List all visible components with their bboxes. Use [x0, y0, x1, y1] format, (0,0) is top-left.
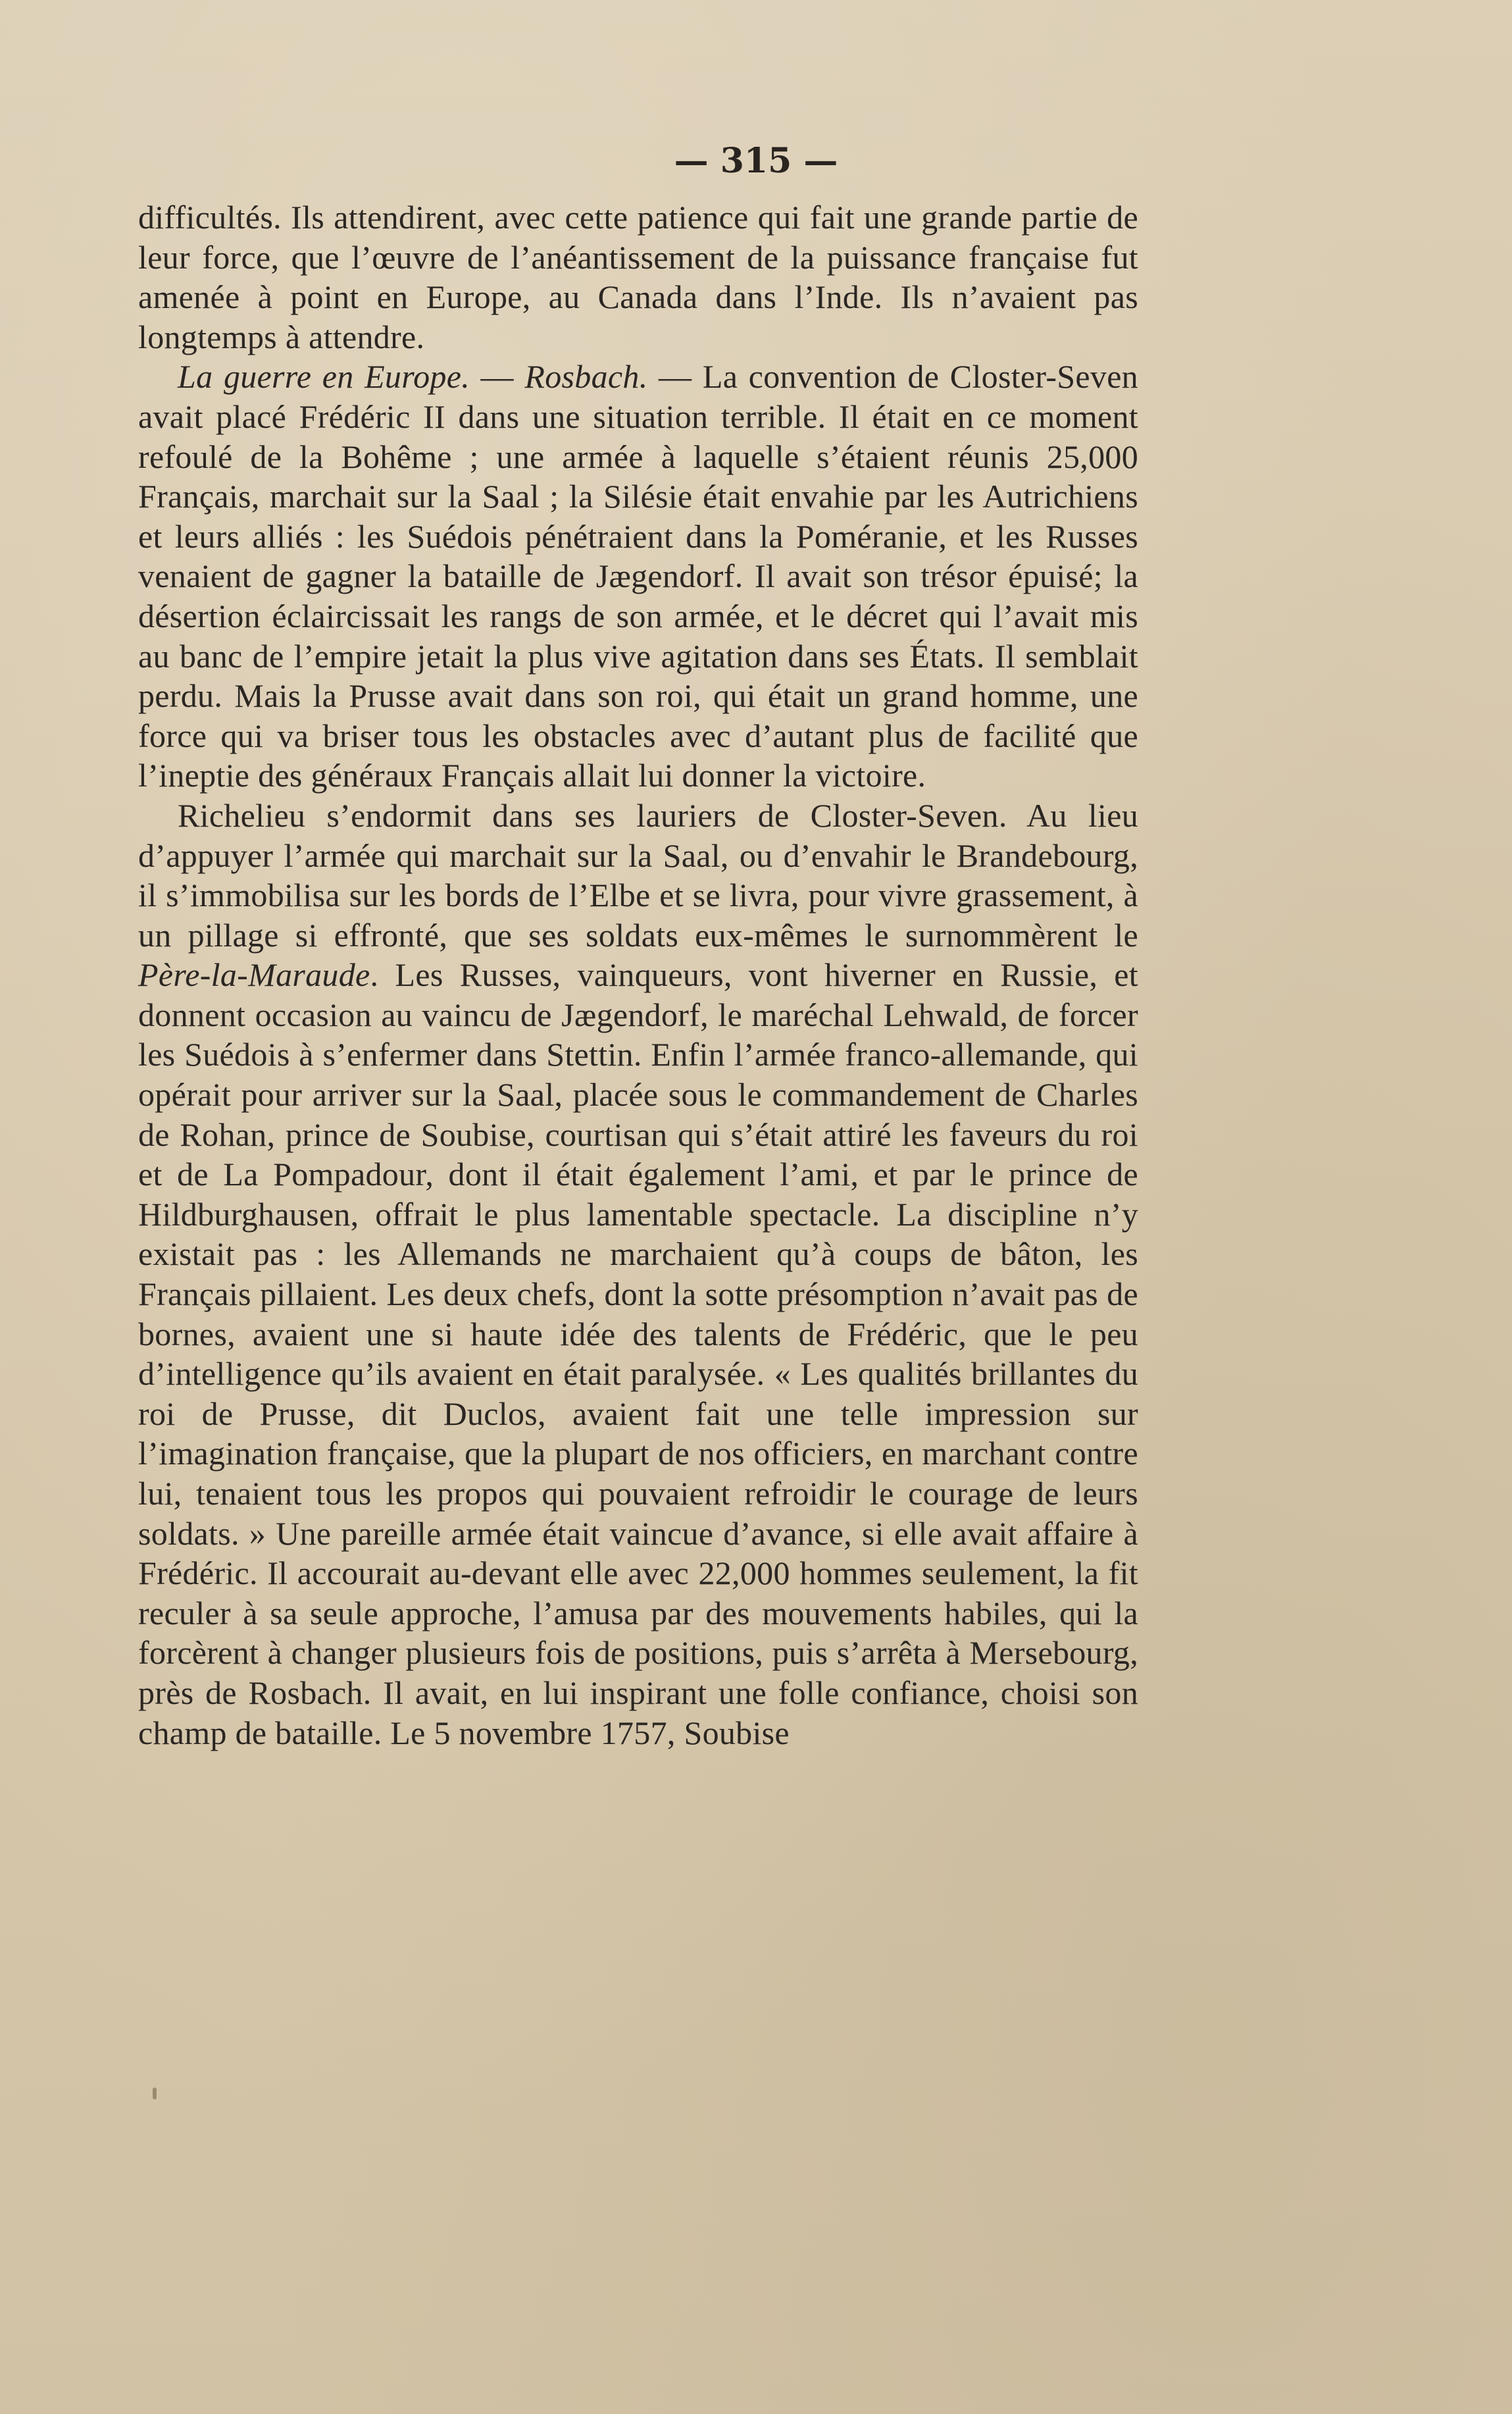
section-heading-rosbach: Rosbach.	[524, 358, 648, 396]
paragraph-1-text: difficultés. Ils attendirent, avec cette patience qui fait une grande partie de leur force, que l’œuvre de l’anéantissement de la puissance française fut amenée à point en Europe, au Canada dans l’Inde. Ils n’avaient pas longtemps à attendre.	[138, 199, 1138, 355]
paragraph-3	[138, 796, 1138, 1753]
paragraph-1	[138, 197, 1138, 357]
page-number: — 315 —	[674, 141, 838, 181]
section-heading-war-in-europe: La guerre en Europe.	[178, 358, 470, 396]
nickname-italic: Père-la-Maraude	[138, 956, 370, 994]
paper-speck	[153, 2088, 157, 2099]
heading-dash: —	[470, 358, 525, 396]
paragraph-2	[138, 357, 1138, 796]
paragraph-3-text-start: Richelieu s’endormit dans ses lauriers de Closter-Seven. Au lieu d’appuyer l’armée qui marchait sur la Saal, ou d’envahir le Brandebourg, il s’immobilisa sur les bords de l’Elbe et se livra, pour vivre grassement, à un pillage si effronté, que ses soldats eux-mêmes le surnommèrent le	[138, 796, 1138, 954]
body-text	[138, 197, 1138, 1753]
paragraph-3-text-end: . Les Russes, vainqueurs, vont hiverner en Russie, et donnent occasion au vaincu de Jægendorf, le maréchal Lehwald, de forcer les Suédois à s’enfermer dans Stettin. Enfin l’armée franco-allemande, qui opérait pour arriver sur la Saal, placée sous le commandement de Charles de Rohan, prince de Soubise, courtisan qui s’était attiré les faveurs du roi et de La Pompadour, dont il était également l’ami, et par le prince de Hildburghausen, offrait le plus lamentable spectacle. La discipline n’y existait pas : les Allemands ne marchaient qu’à coups de bâton, les Français pillaient. Les deux chefs, dont la sotte présomption n’avait pas de bornes, avaient une si haute idée des talents de Frédéric, que le peu d’intelligence qu’ils avaient en était paralysée. « Les qualités brillantes du roi de Prusse, dit Duclos, avaient fait une telle impression sur l’imagination française, que la plupart de nos officiers, en marchant contre lui, tenaient tous les propos qui pouvaient refroidir le courage de leurs soldats. » Une pareille armée était vaincue d’avance, si elle avait affaire à Frédéric. Il accourait au-devant elle avec 22,000 hommes seulement, la fit reculer à sa seule approche, l’amusa par des mouvements habiles, qui la forcèrent à changer plusieurs fois de positions, puis s’arrêta à Mersebourg, près de Rosbach. Il avait, en lui inspirant une folle confiance, choisi son champ de bataille. Le 5 novembre 1757, Soubise	[138, 956, 1138, 1751]
paragraph-2-text: — La convention de Closter-Seven avait placé Frédéric II dans une situation terrible. Il était en ce moment refoulé de la Bohême ; une armée à laquelle s’étaient réunis 25,000 Français, marchait sur la Saal ; la Silésie était envahie par les Autrichiens et leurs alliés : les Suédois pénétraient dans la Poméranie, et les Russes venaient de gagner la bataille de Jægendorf. Il avait son trésor épuisé; la désertion éclaircissait les rangs de son armée, et le décret qui l’avait mis au banc de l’empire jetait la plus vive agitation dans ses États. Il semblait perdu. Mais la Prusse avait dans son roi, qui était un grand homme, une force qui va briser tous les obstacles avec d’autant plus de facilité que l’ineptie des généraux Français allait lui donner la victoire.	[138, 358, 1138, 794]
